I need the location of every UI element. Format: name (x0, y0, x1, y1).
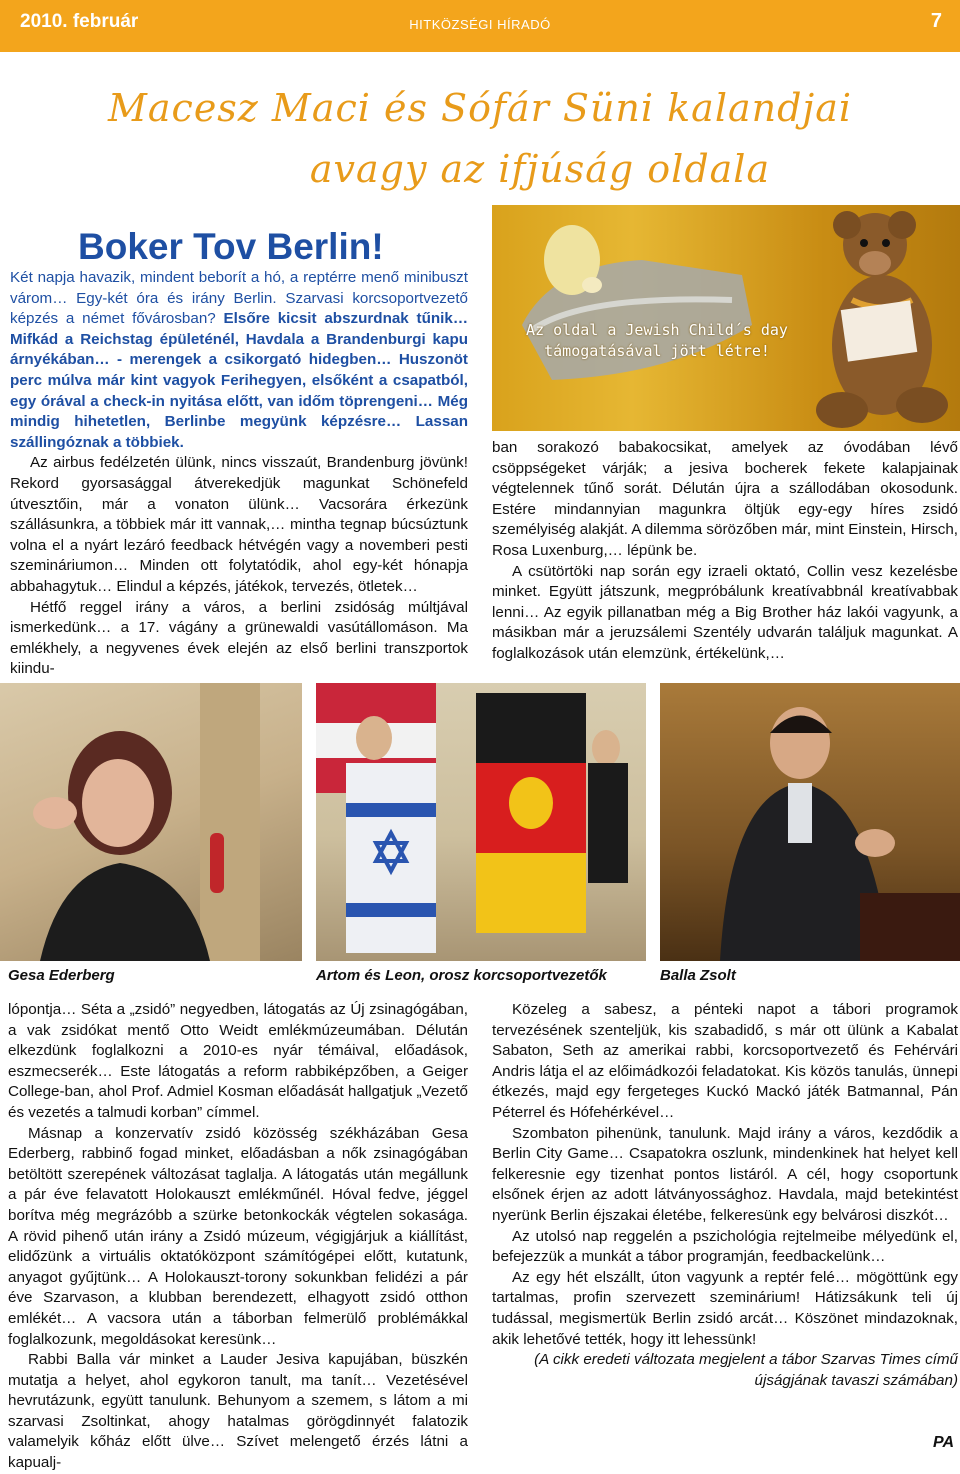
publication-note: (A cikk eredeti változata megjelent a tábor Szarvas Times című újságjának tavaszi számában) (534, 1351, 958, 1389)
publication-name: HITKÖZSÉGI HÍRADÓ (409, 17, 551, 32)
sponsor-caption (492, 320, 822, 362)
intro-lead: Két napja havazik, mindent beborít a hó, a reptérre menő minibuszt várom… Egy-két óra és irány Berlin. Szarvasi korcsoportvezető képzés a német fővárosban? (10, 269, 468, 328)
photo-caption-gesa: Gesa Ederberg (8, 967, 115, 984)
article-column-bottom-left (8, 1000, 468, 1474)
article-column-bottom-right (492, 1000, 958, 1391)
gesa-ederberg-photo (0, 683, 302, 961)
paragraph: Az egy hét elszállt, úton vagyunk a reptér felé… mögöttünk egy tartalmas, profin szervezett szeminárium! Hátizsákunk teli új tudással, megismertük Berlin zsidó arcát… Köszönet mindazoknak, akik lehetővé tették, hogy itt lehessünk! (492, 1268, 958, 1348)
paragraph: Közeleg a sabesz, a pénteki napot a tábori programok tervezésének szenteljük, kis szabadidő, s már ott ülünk a Kabalat Sabaton, Seth az amerikai rabbi, korcsoportvezető és Fehérvári Andris látja el az előimádkozói feladatokat. Kis közös tanulás, ünnepi étkezés, majd egy fergeteges Kuckó Mackó játék Batmannal, Pán Péterrel és Hófehérkével… (492, 1001, 958, 1121)
photo-caption-balla: Balla Zsolt (660, 967, 736, 984)
paragraph: Szombaton pihenünk, tanulunk. Majd irány a város, kezdődik a Berlin City Game… Csapatokra oszlunk, mindenkinek hat helyet kell felkeresnie egy tizenhat pontos listáról. A cél, hogy csoportunk elsőnek érjen az adott látványossághoz. Havdala, majd betekintést nyerünk Berlin éjszakai életébe, felkeresünk egy belvárosi diszkót… (492, 1124, 958, 1224)
page-number: 7 (930, 10, 942, 32)
paragraph: Az utolsó nap reggelén a pszichológia rejtelmeibe mélyedünk el, befejezzük a munkát a tábor programján, feedbackelünk… (492, 1227, 958, 1266)
sponsor-line-1: Az oldal a Jewish Child´s day (526, 321, 788, 339)
paragraph: Hétfő reggel irány a város, a berlini zsidóság múltjával ismerkedünk… a 17. vágány a grünewaldi vasútállomáson. Ma emlékhely, a negyvenes évek elején az első berlini transzportok kiindu- (10, 598, 468, 678)
intro-paragraph (10, 268, 468, 453)
article-column-top-right (492, 438, 958, 665)
photo-caption-flags: Artom és Leon, orosz korcsoportvezetők (316, 967, 607, 984)
photo-illustration (316, 683, 646, 961)
issue-date: 2010. február (20, 11, 139, 32)
paragraph: Rabbi Balla vár minket a Lauder Jesiva kapujában, büszkén mutatja a helyet, ahol egykoron tanult, ma tanít… Vezetésével hevrutázunk, együtt tanulunk. Behunyom a szemem, s látom a mi szarvasi Zsoltinkat, ahogy hatalmas görögdinnyét falatozik valamelyik kőház előtt ülve… Szívet melengető érzés látni a kapualj- (8, 1351, 468, 1472)
article-column-top-left (10, 268, 468, 680)
teddy-bear-illustration (492, 205, 960, 431)
section-subtitle: avagy az ifjúság oldala (309, 147, 771, 191)
intro-bold-text: Elsőre kicsit abszurdnak tűnik… Mifkád a Reichstag épületénél, Havdala a Brandenburgi kapu árnyékában… - merengek a csikorgató hidegben… Huszonöt perc múlva már kint vagyok Ferihegyen, elsőként a csapatból, egy órával a check-in nyitása előtt, van időm töprengeni… Még mindig hihetetlen, Berlinbe megyünk képzésre… Lassan szállingóznak a többiek. (10, 310, 469, 451)
sponsor-line-2: támogatásával jött létre! (544, 342, 770, 360)
photo-illustration (660, 683, 960, 961)
section-title: Macesz Maci és Sófár Süni kalandjai (107, 86, 853, 130)
author-signature: PA (932, 1434, 954, 1451)
balla-zsolt-photo (660, 683, 960, 961)
paragraph: Az airbus fedélzetén ülünk, nincs visszaút, Brandenburg jövünk! Rekord gyorsasággal átverekedjük magunkat Schönefeld útvesztőin, már a vonaton ülünk… Vacsorára érkezünk szállásunkra, a többiek már itt vannak,… mintha tegnap búcsúztunk volna el a nyárt lezáró feedback hétvégén vagy a novemberi pesti szemináriumon… Minden ott folytatódik, ahol egy-két hónapja abbahagytuk… Elindul a képzés, játékok, tervezés, ötletek… (10, 454, 468, 595)
paragraph: A csütörtöki nap során egy izraeli oktató, Collin vesz kezelésbe minket. Együtt játszunk, megpróbálunk kreatívabbnál kreatívabbak lenni… Az egyik pillanatban még a Big Brother ház lakói vagyunk, a másikban már a jeruzsálemi Szentély udvarán találjuk magunkat. A foglalkozások után elemzünk, értékelünk,… (492, 562, 958, 662)
paragraph: lópontja… Séta a „zsidó” negyedben, látogatás az Új zsinagógában, a vak zsidókat mentő Otto Weidt emlékmúzeumában. Délután elkezdünk foglalkozni a 2010-es nyár témáival, előadások, eszmecserék… Este látogatás a reform rabbiképzőben, a Geiger College-ban, ahol Prof. Admiel Kosman előadását hallgatjuk „Vezető és vezetés a talmudi korban” címmel. (8, 1001, 468, 1121)
page-header (0, 0, 960, 52)
paragraph: Másnap a konzervatív zsidó közösség székházában Gesa Ederberg, rabbinő fogad minket, előadásban a nők zsinagógában betöltött szerepének változásat taglalja. A látogatás után megállunk a pár éve felavatott Holokauszt emlékműnél. Hóval fedve, jéggel borítva még megrázóbb a szürke betonkockák végtelen sokasága. A rövid pihenő után irány a Zsidó múzeum, végigjárjuk a kiállítást, elidőzünk a virtuális oktatóközpont számítógépei előtt, kutatunk, anyagot gyűjtünk… A Holokauszt-torony sokunkban felidézi a pár éve Szarvason, a klubban berendezett, elhagyott zsidó otthon emlékét… A vacsora után a táborban felmerülő problémákkal foglalkozunk, megoldásokat keresünk… (8, 1124, 468, 1348)
article-headline: Boker Tov Berlin! (78, 226, 384, 267)
paragraph: ban sorakozó babakocsikat, amelyek az óvodában lévő csöppségeket várják; a jesiva bocherek fekete kalapjainak végtelennek tűnő sorát. Délután újra a szállodában okosodunk. Estére mindannyian magunkra öltjük egy-egy híres zsidó személyiség alakját. A dilemma sörözőben már, mint Einstein, Hirsch, Rosa Luxenburg,… lépünk be. (492, 439, 958, 559)
photo-illustration (0, 683, 302, 961)
flags-photo (316, 683, 646, 961)
teddy-bear-photo (492, 205, 960, 431)
